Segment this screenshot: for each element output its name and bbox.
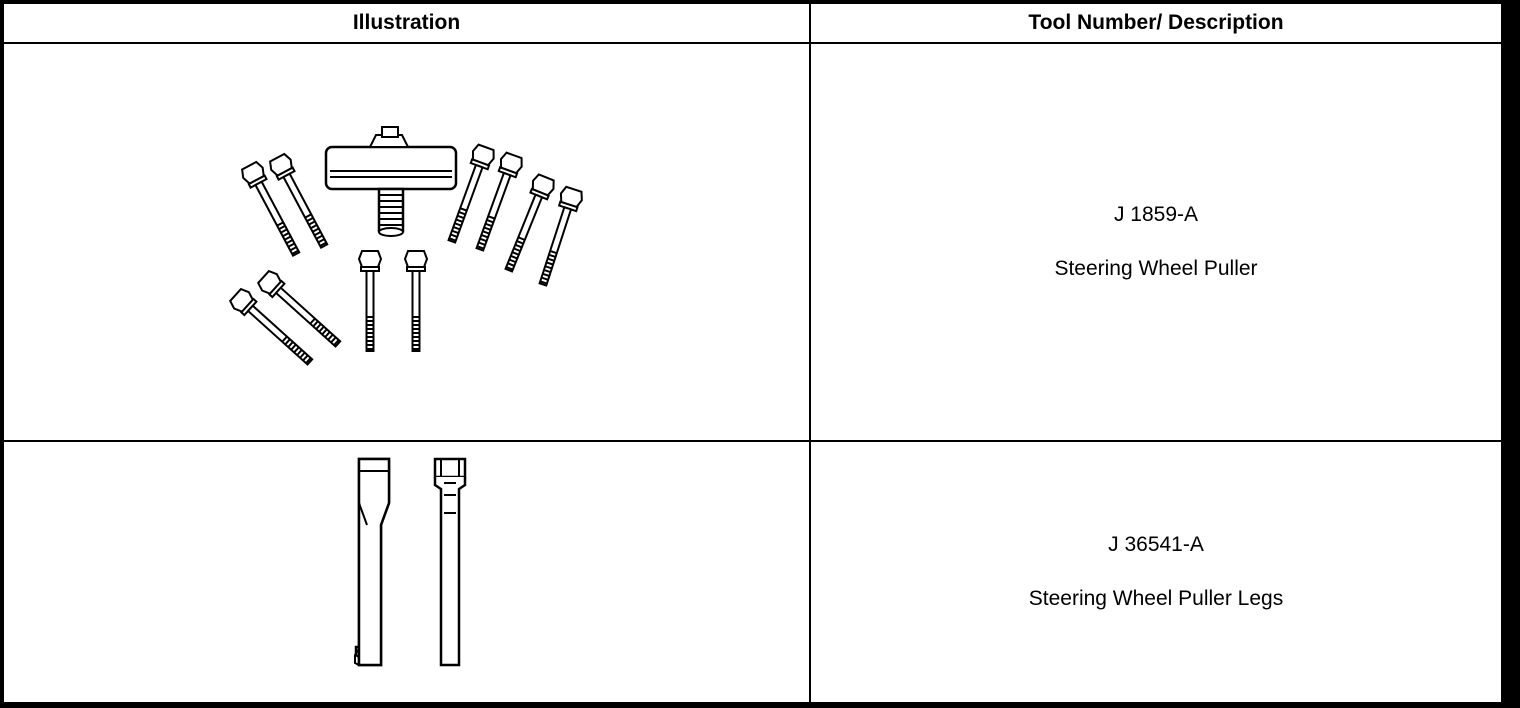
tool-description-cell [810,43,1502,441]
tool-description: Steering Wheel Puller Legs [1028,587,1284,610]
bolt-icon [239,161,305,260]
tool-table [2,2,1503,704]
bolt-icon [228,287,317,370]
tool-description: Steering Wheel Puller [1054,257,1258,280]
puller-legs-icon [4,443,807,701]
header-tool-description: Tool Number/ Description [810,3,1502,43]
steering-wheel-puller-icon [4,45,807,439]
tool-number: J 36541-A [1108,533,1204,556]
table-row [3,441,1502,703]
table-header-row [3,3,1502,43]
bolt-icon [267,153,333,252]
puller-leg-icon [355,459,389,665]
puller-body-icon [326,127,456,236]
puller-leg-icon [435,459,465,665]
header-illustration: Illustration [3,3,810,43]
bolt-icon [405,251,427,351]
table-row [3,43,1502,441]
bolt-icon [256,269,345,352]
bolt-icon [359,251,381,351]
illustration-cell [3,441,810,703]
illustration-cell [3,43,810,441]
tool-number: J 1859-A [1113,203,1199,226]
tool-description-cell [810,441,1502,703]
